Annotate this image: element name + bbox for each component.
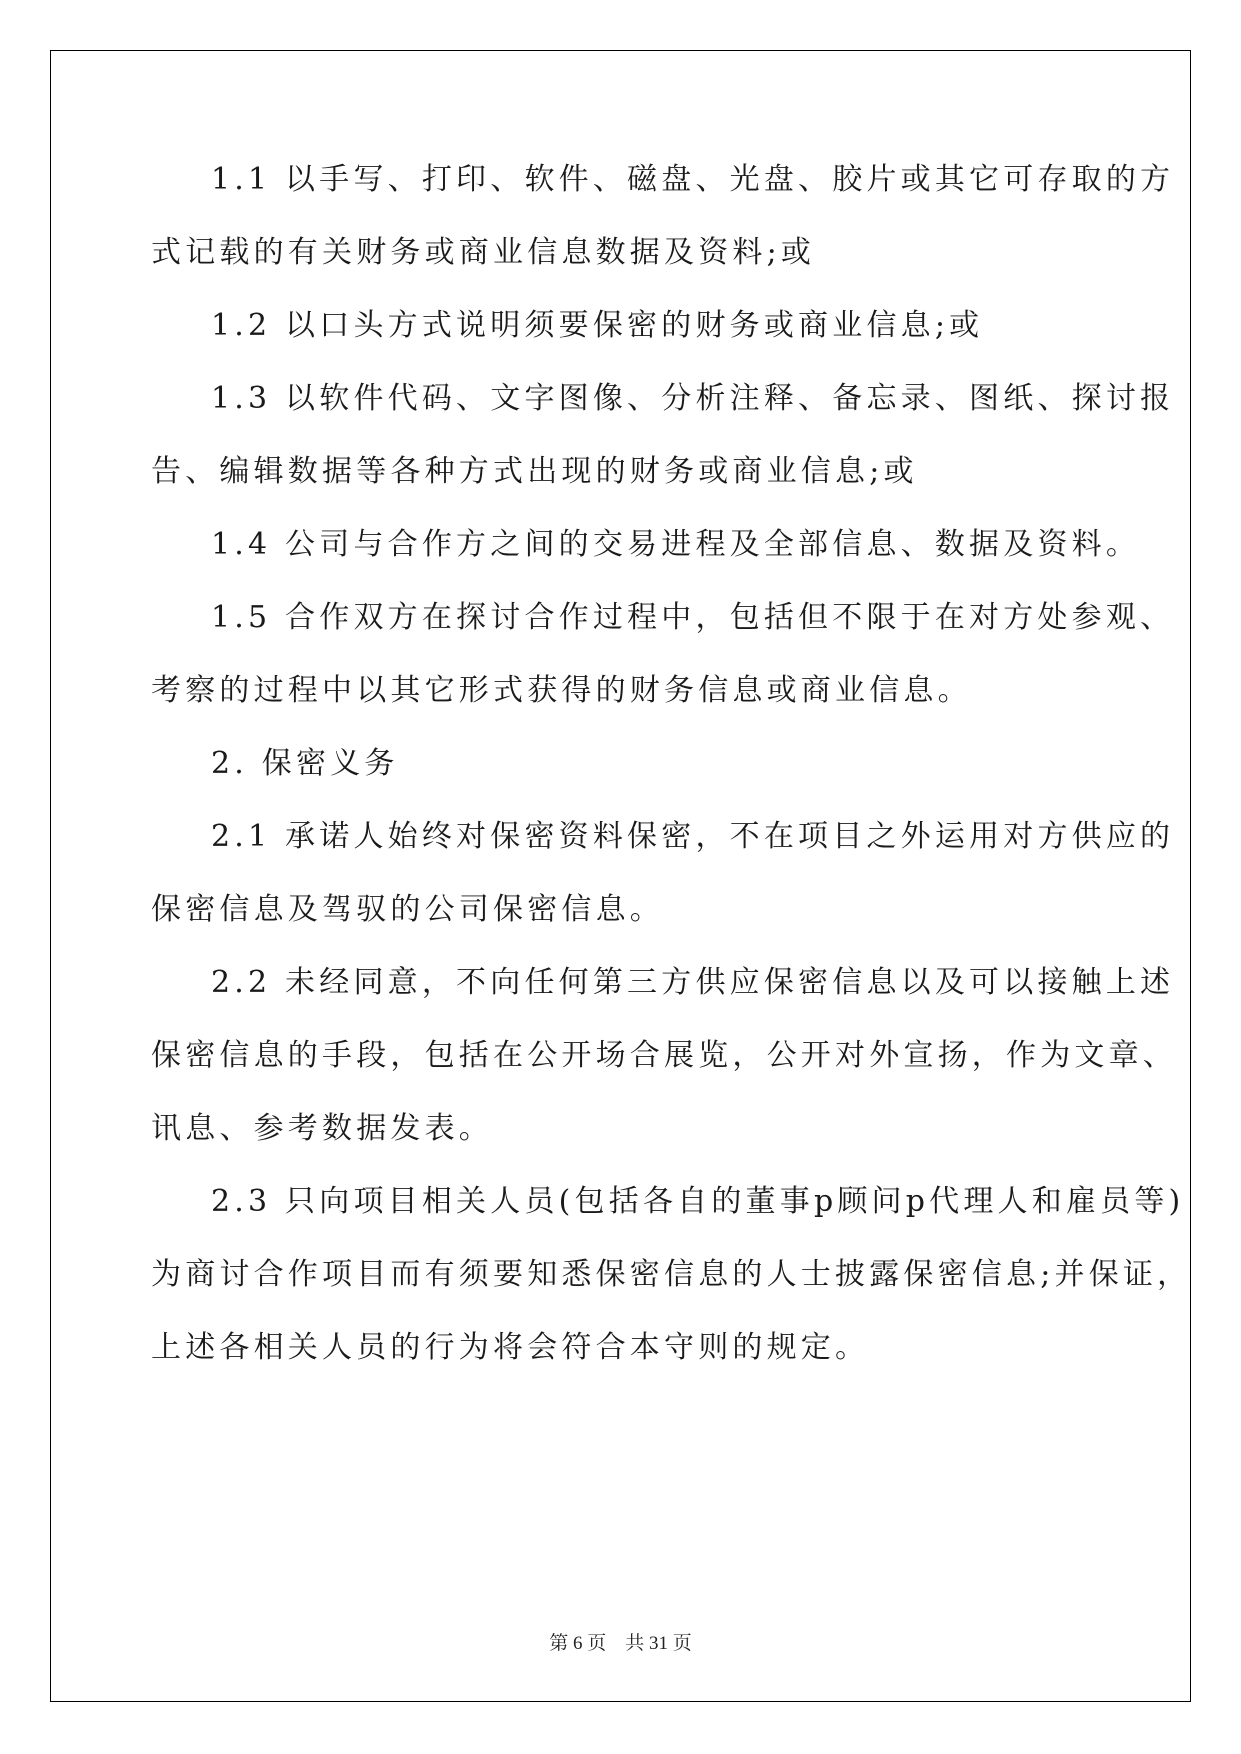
paragraph-line: 讯息、参考数据发表。	[151, 1111, 493, 1146]
paragraph-line: 1.3 以软件代码、文字图像、分析注释、备忘录、图纸、探讨报	[211, 381, 1175, 416]
paragraph-line: 式记载的有关财务或商业信息数据及资料;或	[151, 235, 816, 270]
paragraph-line: 告、编辑数据等各种方式出现的财务或商业信息;或	[151, 454, 918, 489]
page-border	[50, 50, 1191, 1702]
paragraph-line: 考察的过程中以其它形式获得的财务信息或商业信息。	[151, 673, 972, 708]
paragraph-line: 保密信息及驾驭的公司保密信息。	[151, 892, 664, 927]
paragraph-line: 1.5 合作双方在探讨合作过程中，包括但不限于在对方处参观、	[211, 600, 1175, 635]
paragraph-line: 保密信息的手段，包括在公开场合展览，公开对外宣扬，作为文章、	[151, 1038, 1177, 1073]
paragraph-line: 1.4 公司与合作方之间的交易进程及全部信息、数据及资料。	[211, 527, 1141, 562]
paragraph-line: 为商讨合作项目而有须要知悉保密信息的人士披露保密信息;并保证，	[151, 1257, 1192, 1292]
paragraph-line: 2.2 未经同意，不向任何第三方供应保密信息以及可以接触上述	[211, 965, 1175, 1000]
paragraph-line: 上述各相关人员的行为将会符合本守则的规定。	[151, 1330, 870, 1365]
paragraph-line: 2.1 承诺人始终对保密资料保密，不在项目之外运用对方供应的	[211, 819, 1175, 854]
paragraph-line: 1.1 以手写、打印、软件、磁盘、光盘、胶片或其它可存取的方	[211, 162, 1175, 197]
page-number-footer: 第 6 页 共 31 页	[549, 1633, 692, 1654]
paragraph-line: 1.2 以口头方式说明须要保密的财务或商业信息;或	[211, 308, 984, 343]
paragraph-line: 2.3 只向项目相关人员(包括各自的董事p顾问p代理人和雇员等)	[211, 1184, 1185, 1219]
section-heading: 2. 保密义务	[211, 746, 399, 781]
